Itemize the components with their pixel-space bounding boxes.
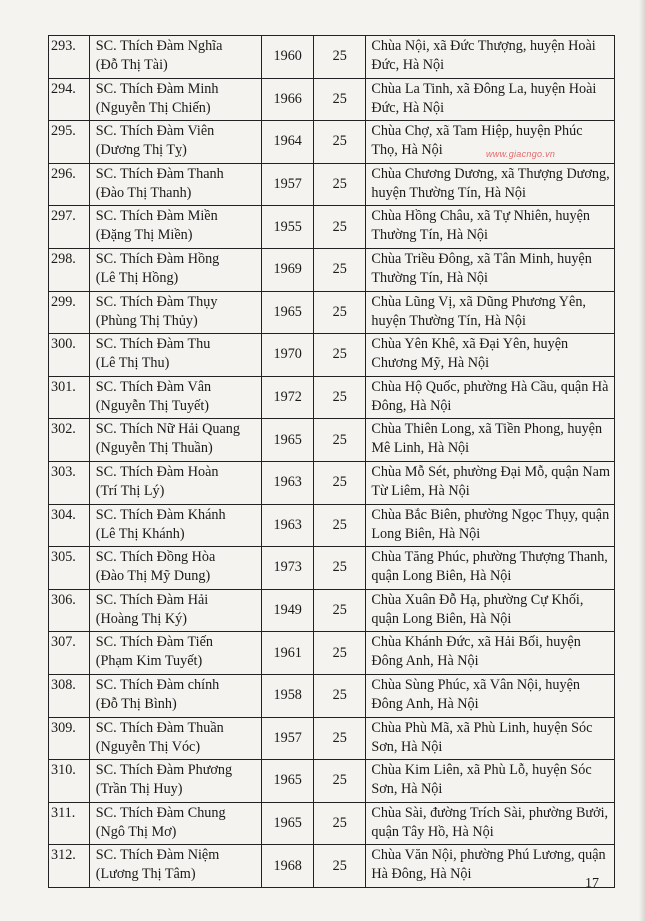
lay-name: (Đào Thị Thanh) — [95, 184, 192, 201]
years-count: 25 — [314, 78, 366, 121]
address-cell — [366, 36, 615, 79]
lay-name: (Lê Thị Thu) — [95, 355, 170, 372]
address-line-2: Long Biên, Hà Nội — [371, 525, 481, 542]
address-cell — [366, 547, 615, 590]
page-edge-shadow — [639, 0, 645, 921]
lay-name: (Trí Thị Lý) — [95, 482, 165, 499]
birth-year: 1968 — [262, 845, 314, 888]
address-cell — [366, 376, 615, 419]
address-cell — [366, 802, 615, 845]
address-line-1: Chùa Yên Khê, xã Đại Yên, huyện — [371, 336, 569, 353]
name-cell — [89, 419, 262, 462]
address-line-2: Đức, Hà Nội — [371, 57, 445, 73]
row-number: 309. — [49, 717, 90, 760]
row-number: 311. — [49, 802, 90, 845]
years-count: 25 — [314, 802, 366, 845]
birth-year: 1972 — [262, 376, 314, 419]
row-number: 301. — [49, 376, 90, 419]
table-row — [49, 674, 615, 717]
table-row — [49, 248, 615, 291]
name-cell — [89, 589, 262, 632]
address-line-1: Chùa Thiên Long, xã Tiền Phong, huyện — [371, 421, 603, 438]
table-row — [49, 547, 615, 590]
lay-name: (Đào Thị Mỹ Dung) — [95, 568, 211, 585]
lay-name: (Phạm Kim Tuyết) — [95, 653, 203, 670]
address-line-2: Sơn, Hà Nội — [371, 781, 443, 798]
name-cell — [89, 121, 262, 164]
lay-name: (Nguyễn Thị Chiến) — [95, 99, 211, 116]
address-line-1: Chùa Sùng Phúc, xã Vân Nội, huyện — [371, 676, 580, 693]
address-line-1: Chùa Phù Mã, xã Phù Linh, huyện Sóc — [371, 719, 593, 736]
monastic-name: SC. Thích Đàm Viên — [95, 123, 215, 140]
address-line-1: Chùa Chương Dương, xã Thượng Dương, — [371, 165, 610, 182]
table-row — [49, 163, 615, 206]
table-row — [49, 206, 615, 249]
address-line-1: Chùa Kim Liên, xã Phù Lỗ, huyện Sóc — [371, 762, 592, 779]
monastic-name: SC. Thích Đàm Chung — [95, 804, 226, 821]
years-count: 25 — [314, 36, 366, 79]
lay-name: (Ngô Thị Mơ) — [95, 823, 177, 840]
name-cell — [89, 547, 262, 590]
monastic-name: SC. Thích Đàm chính — [95, 676, 220, 693]
lay-name: (Trần Thị Huy) — [95, 781, 183, 798]
birth-year: 1964 — [262, 121, 314, 164]
table-row — [49, 334, 615, 377]
lay-name: (Dương Thị Tỵ) — [95, 142, 187, 159]
birth-year: 1965 — [262, 802, 314, 845]
address-line-2: Thường Tín, Hà Nội — [371, 269, 488, 286]
name-cell — [89, 674, 262, 717]
monastic-name: SC. Thích Đàm Nghĩa — [95, 38, 223, 54]
name-cell — [89, 845, 262, 888]
row-number: 300. — [49, 334, 90, 377]
years-count: 25 — [314, 461, 366, 504]
years-count: 25 — [314, 845, 366, 888]
lay-name: (Phùng Thị Thủy) — [95, 312, 198, 329]
years-count: 25 — [314, 206, 366, 249]
birth-year: 1949 — [262, 589, 314, 632]
address-cell — [366, 163, 615, 206]
address-line-1: Chùa Văn Nội, phường Phú Lương, quận — [371, 847, 606, 864]
address-cell — [366, 845, 615, 888]
table-row — [49, 461, 615, 504]
address-line-1: Chùa Hồng Châu, xã Tự Nhiên, huyện — [371, 208, 591, 225]
monastic-name: SC. Thích Đồng Hòa — [95, 549, 216, 566]
address-line-1: Chùa Triều Đông, xã Tân Minh, huyện — [371, 250, 592, 267]
years-count: 25 — [314, 121, 366, 164]
row-number: 302. — [49, 419, 90, 462]
row-number: 297. — [49, 206, 90, 249]
name-cell — [89, 248, 262, 291]
row-number: 298. — [49, 248, 90, 291]
table-row — [49, 632, 615, 675]
address-cell — [366, 334, 615, 377]
birth-year: 1965 — [262, 760, 314, 803]
address-line-2: Đông Anh, Hà Nội — [371, 653, 479, 670]
address-cell — [366, 291, 615, 334]
years-count: 25 — [314, 760, 366, 803]
address-line-2: Sơn, Hà Nội — [371, 738, 443, 755]
years-count: 25 — [314, 291, 366, 334]
address-line-2: quận Long Biên, Hà Nội — [371, 568, 512, 585]
address-line-1: Chùa Mỗ Sét, phường Đại Mỗ, quận Nam — [371, 463, 610, 480]
monastic-name: SC. Thích Đàm Vân — [95, 378, 212, 395]
years-count: 25 — [314, 419, 366, 462]
years-count: 25 — [314, 248, 366, 291]
birth-year: 1963 — [262, 504, 314, 547]
table-body — [49, 36, 615, 888]
lay-name: (Nguyễn Thị Thuần) — [95, 440, 213, 457]
monastic-name: SC. Thích Đàm Hải — [95, 591, 209, 608]
years-count: 25 — [314, 334, 366, 377]
address-line-1: Chùa Xuân Đỗ Hạ, phường Cự Khối, — [371, 591, 584, 608]
watermark: www.giacngo.vn — [486, 149, 556, 159]
years-count: 25 — [314, 717, 366, 760]
address-line-2: Đông, Hà Nội — [371, 397, 452, 414]
birth-year: 1957 — [262, 163, 314, 206]
birth-year: 1955 — [262, 206, 314, 249]
name-cell — [89, 760, 262, 803]
address-line-2: huyện Thường Tín, Hà Nội — [371, 312, 526, 329]
lay-name: (Đỗ Thị Tài) — [95, 57, 168, 73]
address-cell — [366, 674, 615, 717]
address-line-1: Chùa La Tinh, xã Đông La, huyện Hoài — [371, 80, 597, 97]
lay-name: (Nguyễn Thị Vóc) — [95, 738, 201, 755]
address-cell — [366, 248, 615, 291]
monastic-name: SC. Thích Đàm Hoàn — [95, 463, 219, 480]
name-cell — [89, 376, 262, 419]
birth-year: 1958 — [262, 674, 314, 717]
years-count: 25 — [314, 504, 366, 547]
address-line-1: Chùa Nội, xã Đức Thượng, huyện Hoài — [371, 38, 596, 54]
name-cell — [89, 163, 262, 206]
address-line-1: Chùa Tăng Phúc, phường Thượng Thanh, — [371, 549, 608, 566]
years-count: 25 — [314, 547, 366, 590]
birth-year: 1966 — [262, 78, 314, 121]
table-row — [49, 291, 615, 334]
address-cell — [366, 206, 615, 249]
birth-year: 1961 — [262, 632, 314, 675]
page-number: 17 — [585, 876, 599, 891]
table-row — [49, 78, 615, 121]
address-cell — [366, 78, 615, 121]
address-line-2: Chương Mỹ, Hà Nội — [371, 355, 490, 372]
monastic-name: SC. Thích Đàm Miền — [95, 208, 218, 225]
monastic-name: SC. Thích Đàm Thuần — [95, 719, 224, 736]
birth-year: 1963 — [262, 461, 314, 504]
address-line-2: quận Long Biên, Hà Nội — [371, 610, 512, 627]
birth-year: 1973 — [262, 547, 314, 590]
name-cell — [89, 632, 262, 675]
birth-year: 1957 — [262, 717, 314, 760]
table-row — [49, 419, 615, 462]
address-cell — [366, 419, 615, 462]
lay-name: (Đặng Thị Miền) — [95, 227, 193, 244]
name-cell — [89, 206, 262, 249]
address-line-1: Chùa Hộ Quốc, phường Hà Cầu, quận Hà — [371, 378, 609, 395]
monastic-name: SC. Thích Đàm Niệm — [95, 847, 220, 864]
address-cell — [366, 461, 615, 504]
row-number: 294. — [49, 78, 90, 121]
row-number: 310. — [49, 760, 90, 803]
lay-name: (Lương Thị Tâm) — [95, 866, 196, 883]
address-line-2: Hà Đông, Hà Nội — [371, 866, 472, 883]
address-line-1: Chùa Lũng Vị, xã Dũng Phương Yên, — [371, 293, 586, 310]
row-number: 296. — [49, 163, 90, 206]
birth-year: 1965 — [262, 291, 314, 334]
address-cell — [366, 504, 615, 547]
row-number: 293. — [49, 36, 90, 79]
row-number: 312. — [49, 845, 90, 888]
years-count: 25 — [314, 632, 366, 675]
address-line-2: Thường Tín, Hà Nội — [371, 227, 488, 244]
ordination-list-table — [48, 35, 615, 888]
name-cell — [89, 802, 262, 845]
row-number: 295. — [49, 121, 90, 164]
table-row — [49, 36, 615, 79]
row-number: 304. — [49, 504, 90, 547]
address-line-2: Thọ, Hà Nội — [371, 142, 443, 159]
address-line-1: Chùa Chợ, xã Tam Hiệp, huyện Phúc — [371, 123, 583, 140]
birth-year: 1960 — [262, 36, 314, 79]
address-cell — [366, 632, 615, 675]
years-count: 25 — [314, 674, 366, 717]
monastic-name: SC. Thích Đàm Thu — [95, 336, 211, 353]
row-number: 307. — [49, 632, 90, 675]
monastic-name: SC. Thích Đàm Khánh — [95, 506, 226, 523]
birth-year: 1970 — [262, 334, 314, 377]
table-row — [49, 845, 615, 888]
name-cell — [89, 291, 262, 334]
name-cell — [89, 504, 262, 547]
row-number: 306. — [49, 589, 90, 632]
monastic-name: SC. Thích Đàm Thanh — [95, 165, 224, 182]
row-number: 305. — [49, 547, 90, 590]
years-count: 25 — [314, 163, 366, 206]
table-row — [49, 760, 615, 803]
lay-name: (Đỗ Thị Bình) — [95, 695, 177, 712]
address-line-2: huyện Thường Tín, Hà Nội — [371, 184, 526, 201]
monastic-name: SC. Thích Đàm Tiến — [95, 634, 213, 651]
table-row — [49, 376, 615, 419]
address-cell — [366, 717, 615, 760]
birth-year: 1969 — [262, 248, 314, 291]
lay-name: (Lê Thị Hồng) — [95, 269, 179, 286]
address-line-2: Từ Liêm, Hà Nội — [371, 482, 470, 499]
name-cell — [89, 78, 262, 121]
name-cell — [89, 36, 262, 79]
row-number: 303. — [49, 461, 90, 504]
table-row — [49, 589, 615, 632]
address-line-2: quận Tây Hồ, Hà Nội — [371, 823, 494, 840]
table-row — [49, 504, 615, 547]
address-cell — [366, 589, 615, 632]
monastic-name: SC. Thích Đàm Minh — [95, 80, 219, 97]
address-line-1: Chùa Sài, đường Trích Sài, phường Bưởi, — [371, 804, 609, 821]
row-number: 308. — [49, 674, 90, 717]
monastic-name: SC. Thích Đàm Phương — [95, 762, 233, 779]
address-cell — [366, 760, 615, 803]
name-cell — [89, 334, 262, 377]
address-line-2: Đức, Hà Nội — [371, 99, 445, 116]
lay-name: (Lê Thị Khánh) — [95, 525, 185, 542]
address-line-2: Mê Linh, Hà Nội — [371, 440, 470, 457]
monastic-name: SC. Thích Đàm Thụy — [95, 293, 218, 310]
monastic-name: SC. Thích Nữ Hải Quang — [95, 421, 240, 438]
lay-name: (Nguyễn Thị Tuyết) — [95, 397, 210, 414]
table-row — [49, 717, 615, 760]
name-cell — [89, 461, 262, 504]
lay-name: (Hoàng Thị Ký) — [95, 610, 187, 627]
table-row — [49, 802, 615, 845]
address-line-1: Chùa Bắc Biên, phường Ngọc Thụy, quận — [371, 506, 610, 523]
years-count: 25 — [314, 589, 366, 632]
years-count: 25 — [314, 376, 366, 419]
address-line-2: Đông Anh, Hà Nội — [371, 695, 479, 712]
monastic-name: SC. Thích Đàm Hồng — [95, 250, 220, 267]
row-number: 299. — [49, 291, 90, 334]
name-cell — [89, 717, 262, 760]
address-line-1: Chùa Khánh Đức, xã Hải Bối, huyện — [371, 634, 581, 651]
birth-year: 1965 — [262, 419, 314, 462]
